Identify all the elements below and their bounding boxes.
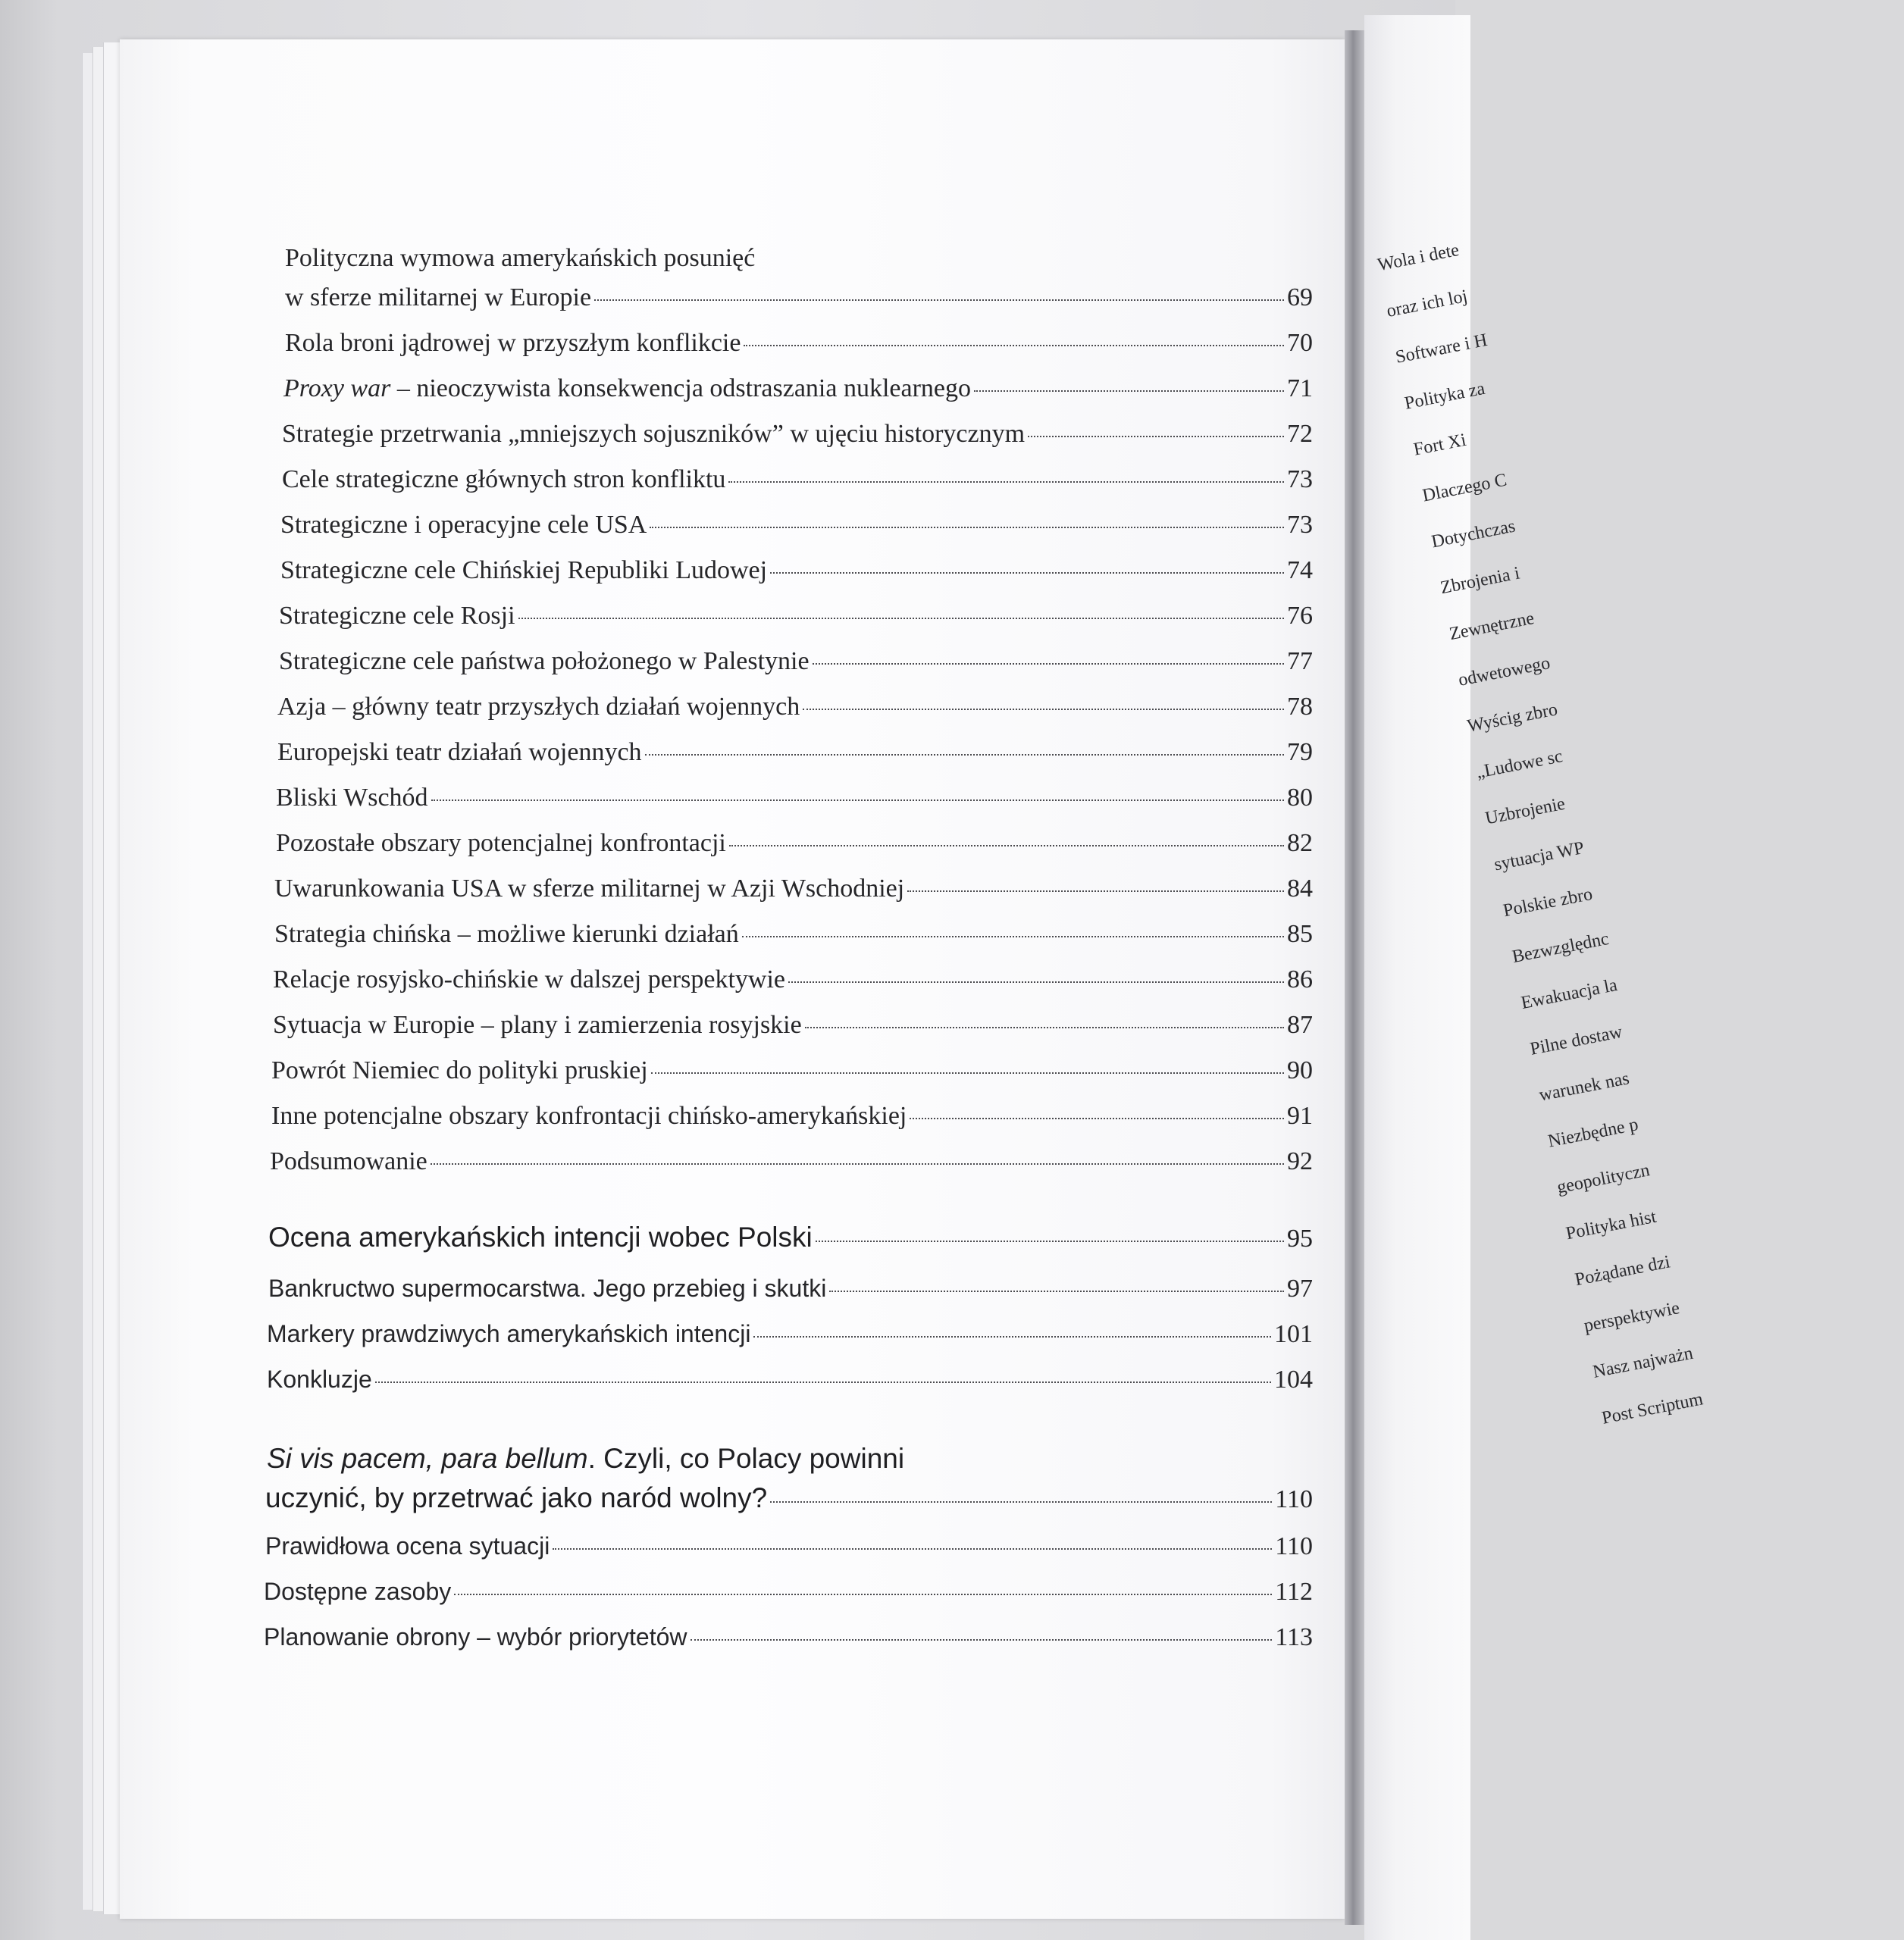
toc-entry-title: Strategiczne i operacyjne cele USA	[280, 511, 647, 539]
toc-page-number: 71	[1287, 374, 1313, 402]
toc-entry-title: Azja – główny teatr przyszłych działań wojennych	[277, 693, 800, 721]
leader-dots	[744, 345, 1284, 346]
toc-entry[interactable]	[267, 1366, 1313, 1394]
toc-page-number: 101	[1274, 1320, 1313, 1348]
toc-section-title-rest: . Czyli, co Polacy powinni	[587, 1443, 905, 1474]
toc-entry-title: Planowanie obrony – wybór priorytetów	[264, 1623, 687, 1651]
facing-page-line: Fort Xi	[1411, 430, 1468, 460]
facing-page-line: oraz ich loj	[1385, 286, 1470, 322]
facing-page-line: Niezbędne p	[1546, 1115, 1640, 1152]
toc-entry-title: Podsumowanie	[270, 1147, 427, 1175]
leader-dots	[729, 845, 1284, 846]
facing-page-line: Bezwzględnc	[1510, 928, 1611, 968]
toc-entry[interactable]	[277, 738, 1313, 767]
toc-page-number: 110	[1275, 1485, 1313, 1513]
toc-entry[interactable]	[264, 1578, 1313, 1607]
toc-entry[interactable]	[270, 1147, 1313, 1176]
toc-section-title: Ocena amerykańskich intencji wobec Polski	[268, 1222, 813, 1253]
toc-page-number: 84	[1287, 875, 1313, 903]
toc-section-title-line2: uczynić, by przetrwać jako naród wolny?	[265, 1482, 768, 1513]
leader-dots	[375, 1381, 1271, 1383]
toc-page-number: 85	[1287, 920, 1313, 948]
book-gutter	[1345, 30, 1366, 1925]
right-page	[1364, 15, 1705, 1940]
toc-entry[interactable]	[279, 602, 1313, 630]
facing-page-line: Uzbrojenie	[1483, 793, 1567, 829]
toc-entry-title: Strategia chińska – możliwe kierunki działań	[274, 920, 739, 948]
facing-page-line: Polityka za	[1402, 378, 1487, 414]
toc-page-number: 74	[1287, 556, 1313, 584]
toc-entry[interactable]	[264, 1623, 1313, 1652]
toc-entry-title: Bankructwo supermocarstwa. Jego przebieg i skutki	[268, 1275, 827, 1302]
toc-entry-title: w sferze militarnej w Europie	[285, 283, 592, 311]
toc-entry-title: Relacje rosyjsko-chińskie w dalszej perspektywie	[273, 965, 786, 993]
toc-page-number: 72	[1287, 420, 1313, 448]
toc-section-heading[interactable]	[267, 1443, 1313, 1475]
leader-dots	[829, 1291, 1284, 1292]
toc-entry-title: Strategiczne cele państwa położonego w Palestynie	[279, 647, 810, 675]
toc-page-number: 69	[1287, 283, 1313, 311]
facing-page-line: sytuacja WP	[1492, 837, 1586, 875]
facing-page-line: Post Scriptum	[1600, 1389, 1705, 1428]
toc-entry-title: Strategie przetrwania „mniejszych sojuszników” w ujęciu historycznym	[282, 420, 1026, 448]
toc-entry-title	[283, 374, 971, 403]
toc-page-number: 78	[1287, 693, 1313, 721]
facing-page-line: Wola i dete	[1376, 239, 1461, 276]
leader-dots	[770, 1501, 1272, 1503]
toc-entry-title: Strategiczne cele Chińskiej Republiki Ludowej	[280, 556, 768, 584]
left-page	[120, 39, 1345, 1919]
leader-dots	[594, 299, 1284, 301]
toc-section-heading[interactable]	[265, 1482, 1313, 1514]
leader-dots	[691, 1639, 1273, 1641]
leader-dots	[753, 1336, 1271, 1338]
facing-page-line: perspektywie	[1582, 1298, 1682, 1336]
toc-entry[interactable]	[268, 1275, 1313, 1303]
leader-dots	[770, 572, 1284, 574]
toc-page-number: 79	[1287, 738, 1313, 766]
leader-dots	[803, 709, 1284, 710]
toc-entry-title: Bliski Wschód	[276, 784, 428, 812]
leader-dots	[813, 663, 1284, 665]
facing-page-line: Dlaczego C	[1420, 470, 1509, 506]
facing-page-line: Pilne dostaw	[1528, 1022, 1624, 1059]
facing-page-line: Wyścig zbro	[1465, 699, 1559, 737]
facing-page-line: Polskie zbro	[1502, 884, 1595, 922]
toc-page-number: 73	[1287, 465, 1313, 493]
toc-entry-title: Pozostałe obszary potencjalnej konfrontacji	[276, 829, 726, 857]
toc-page-number: 113	[1275, 1623, 1313, 1651]
toc-page-number: 76	[1287, 602, 1313, 630]
facing-page-line: geopolityczn	[1555, 1160, 1652, 1198]
toc-page-number: 87	[1287, 1011, 1313, 1039]
toc-page-number: 92	[1287, 1147, 1313, 1175]
toc-page-number: 97	[1287, 1275, 1313, 1303]
toc-entry-title-rest: – nieoczywista konsekwencja odstraszania nuklearnego	[390, 374, 972, 402]
leader-dots	[645, 754, 1284, 756]
leader-dots	[1028, 436, 1284, 437]
toc-entry-title: Strategiczne cele Rosji	[279, 602, 515, 630]
facing-page-line: Pożądane dzi	[1573, 1252, 1672, 1291]
toc-page-number: 95	[1287, 1225, 1313, 1253]
toc-page-number: 91	[1287, 1102, 1313, 1130]
toc-page-number: 80	[1287, 784, 1313, 812]
toc-entry[interactable]	[285, 244, 1313, 273]
toc-entry[interactable]	[285, 329, 1313, 358]
toc-page-number: 82	[1287, 829, 1313, 857]
leader-dots	[518, 618, 1284, 619]
toc-entry[interactable]	[280, 511, 1313, 540]
toc-section-title-italic: Si vis pacem, para bellum	[267, 1443, 588, 1474]
leader-dots	[650, 527, 1284, 528]
leader-dots	[907, 890, 1284, 892]
leader-dots	[910, 1118, 1284, 1119]
facing-page-line: Dotychczas	[1430, 516, 1517, 552]
facing-page-line: Software i H	[1394, 330, 1489, 368]
toc-entry-title: Powrót Niemiec do polityki pruskiej	[271, 1056, 648, 1084]
facing-page-line: Ewakuacja la	[1519, 975, 1619, 1013]
leader-dots	[728, 481, 1284, 483]
toc-page-number: 86	[1287, 965, 1313, 993]
toc-page-number: 77	[1287, 647, 1313, 675]
leader-dots	[805, 1027, 1284, 1028]
toc-page-number: 104	[1274, 1366, 1313, 1394]
toc-section-heading[interactable]	[268, 1222, 1313, 1253]
toc-entry[interactable]	[273, 1011, 1313, 1040]
toc-entry-title: Konkluzje	[267, 1366, 372, 1393]
toc-entry[interactable]	[285, 283, 1313, 312]
toc-entry[interactable]	[277, 693, 1313, 721]
toc-entry[interactable]	[279, 647, 1313, 676]
leader-dots	[742, 936, 1284, 937]
toc-page-number: 70	[1287, 329, 1313, 357]
toc-entry[interactable]	[276, 829, 1313, 858]
toc-entry-title: Rola broni jądrowej w przyszłym konflikcie	[285, 329, 741, 357]
leader-dots	[788, 981, 1284, 983]
leader-dots	[431, 1163, 1284, 1165]
leader-dots	[651, 1072, 1284, 1074]
toc-page-number: 112	[1275, 1578, 1313, 1606]
facing-page-text	[1373, 185, 1904, 1442]
toc-entry[interactable]	[282, 420, 1313, 449]
toc-entry-title: Markery prawdziwych amerykańskich intencji	[267, 1320, 751, 1347]
facing-page-line: Zbrojenia i	[1439, 563, 1522, 599]
leader-dots	[816, 1241, 1284, 1242]
toc-entry[interactable]	[271, 1102, 1313, 1131]
facing-page-line: Nasz najważn	[1591, 1343, 1695, 1382]
leader-dots	[553, 1548, 1272, 1550]
leader-dots	[431, 799, 1284, 801]
facing-page-line: odwetowego	[1456, 653, 1552, 690]
toc-entry-title-italic: Proxy war	[283, 374, 391, 402]
toc-entry-title: Inne potencjalne obszary konfrontacji chińsko-amerykańskiej	[271, 1102, 907, 1130]
toc-entry[interactable]	[273, 965, 1313, 994]
facing-page-line: warunek nas	[1537, 1069, 1631, 1106]
toc-entry[interactable]	[267, 1320, 1313, 1349]
facing-page-line: Polityka hist	[1564, 1206, 1658, 1244]
toc-entry-title: Sytuacja w Europie – plany i zamierzenia rosyjskie	[273, 1011, 802, 1039]
toc-entry-title: Europejski teatr działań wojennych	[277, 738, 642, 766]
leader-dots	[974, 390, 1284, 392]
toc-entry[interactable]	[274, 920, 1313, 949]
toc-entry[interactable]	[280, 556, 1313, 585]
toc-entry-title-line1: Polityczna wymowa amerykańskich posunięć	[285, 244, 756, 272]
toc-entry-title: Uwarunkowania USA w sferze militarnej w Azji Wschodniej	[274, 875, 905, 903]
facing-page-line: „Ludowe sc	[1474, 746, 1564, 783]
toc-entry-title: Prawidłowa ocena sytuacji	[265, 1532, 550, 1560]
toc-entry[interactable]	[282, 465, 1313, 494]
toc-entry[interactable]	[271, 1056, 1313, 1085]
toc-entry[interactable]	[283, 374, 1313, 403]
toc-entry-title: Cele strategiczne głównych stron konfliktu	[282, 465, 726, 493]
leader-dots	[454, 1594, 1272, 1595]
toc-entry[interactable]	[265, 1532, 1313, 1561]
toc-entry[interactable]	[276, 784, 1313, 812]
toc-entry-title: Dostępne zasoby	[264, 1578, 452, 1605]
toc-page-number: 110	[1275, 1532, 1313, 1560]
toc-entry[interactable]	[274, 875, 1313, 903]
toc-page-number: 73	[1287, 511, 1313, 539]
facing-page-line: Zewnętrzne	[1448, 608, 1536, 645]
toc-page-number: 90	[1287, 1056, 1313, 1084]
